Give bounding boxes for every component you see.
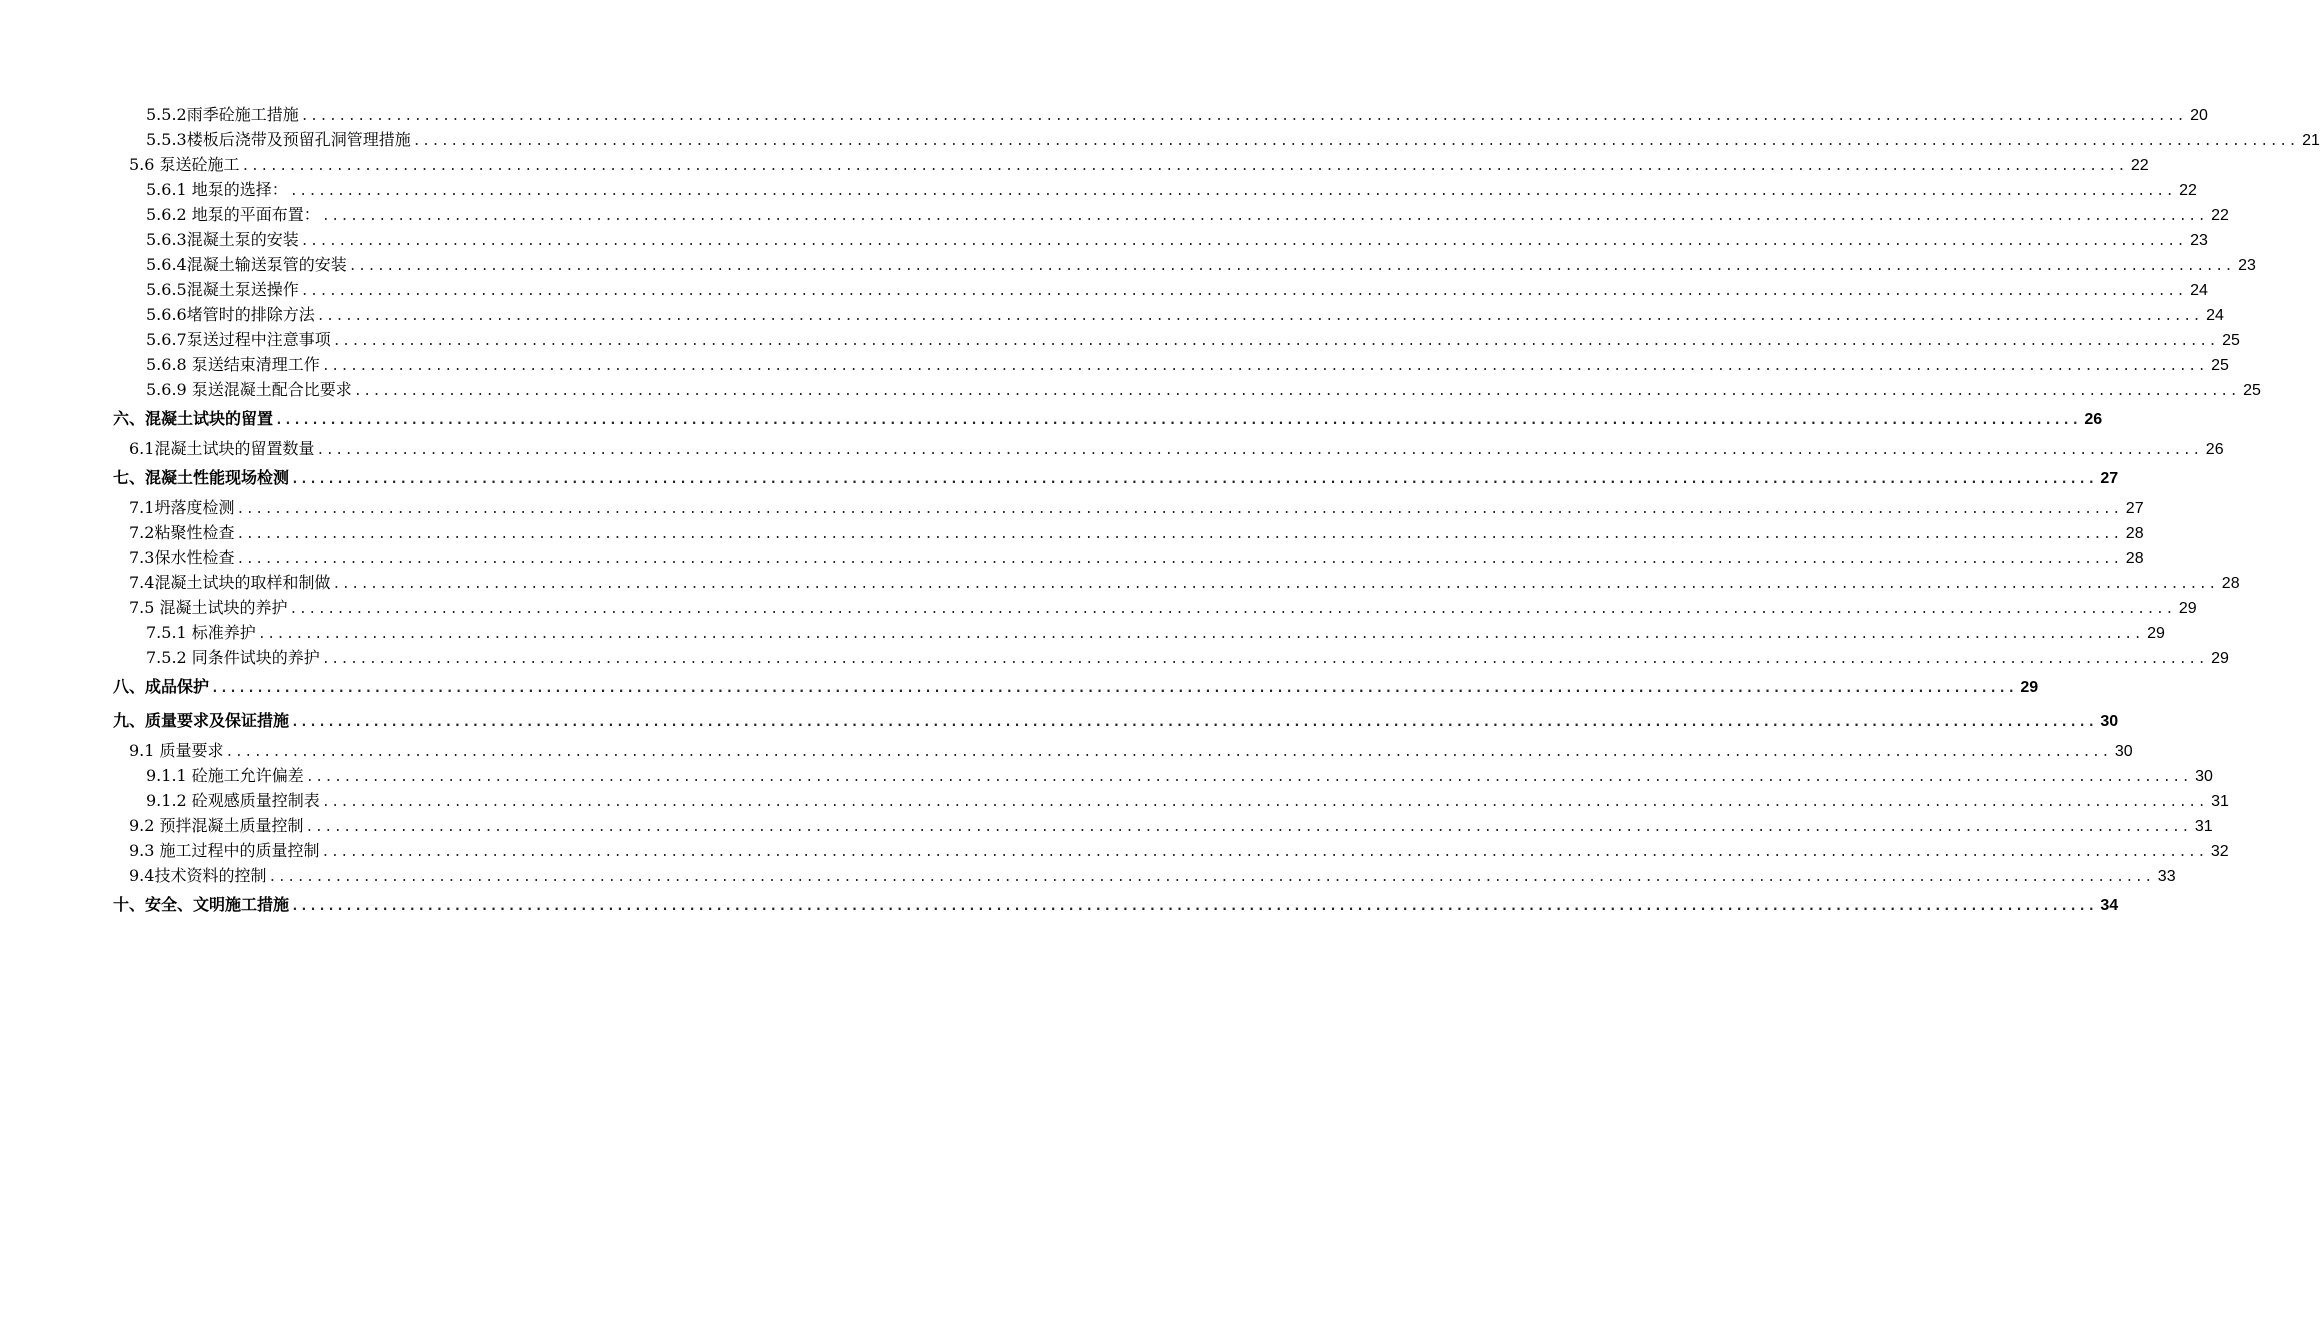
toc-entry[interactable] [0, 102, 2208, 127]
toc-page-number: 22 [2130, 157, 2149, 174]
toc-page-number: 23 [2238, 257, 2256, 274]
toc-entry-title: 9.4技术资料的控制 [129, 866, 267, 885]
toc-entry-title: 5.6.6堵管时的排除方法 [146, 305, 315, 324]
dot-leader: ........................................................................................................................................................................................................ [225, 745, 2111, 760]
dot-leader: ........................................................................................................................................................................................................ [321, 795, 2208, 810]
dot-leader: ........................................................................................................................................................................................................ [291, 472, 2097, 487]
toc-page-number: 21 [2302, 132, 2320, 149]
toc-entry-title: 9.1.1 砼施工允许偏差 [146, 766, 304, 785]
toc-entry[interactable] [0, 863, 2176, 888]
toc-entry[interactable] [0, 620, 2165, 645]
toc-page-number: 28 [2221, 575, 2240, 592]
toc-entry[interactable] [0, 277, 2208, 302]
dot-leader: ........................................................................................................................................................................................................ [412, 134, 2299, 149]
toc-entry[interactable] [0, 595, 2197, 620]
toc-entry-title: 5.6 泵送砼施工 [129, 155, 240, 174]
toc-entry-title: 七、混凝土性能现场检测 [113, 468, 290, 487]
dot-leader: ........................................................................................................................................................................................................ [291, 715, 2097, 730]
toc-entry[interactable] [0, 495, 2144, 520]
dot-leader: ........................................................................................................................................................................................................ [321, 652, 2208, 667]
toc-page-number: 23 [2190, 232, 2208, 249]
toc-entry[interactable] [0, 227, 2208, 252]
dot-leader: ........................................................................................................................................................................................................ [316, 309, 2203, 324]
dot-leader: ........................................................................................................................................................................................................ [332, 334, 2219, 349]
toc-page-number: 29 [2211, 650, 2229, 667]
toc-entry[interactable] [0, 570, 2240, 595]
toc-entry-title: 7.3保水性检查 [129, 548, 235, 567]
toc-page-number: 30 [2195, 768, 2213, 785]
toc-entry[interactable] [0, 302, 2224, 327]
dot-leader: ........................................................................................................................................................................................................ [289, 184, 2176, 199]
toc-page-number: 24 [2206, 307, 2224, 324]
dot-leader: ........................................................................................................................................................................................................ [305, 770, 2192, 785]
toc-entry[interactable] [0, 645, 2229, 670]
dot-leader: ........................................................................................................................................................................................................ [275, 413, 2081, 428]
dot-leader: ........................................................................................................................................................................................................ [268, 870, 2154, 885]
toc-page-number: 27 [2125, 500, 2144, 517]
toc-entry-title: 5.6.9 泵送混凝土配合比要求 [146, 380, 352, 399]
toc-entry-title: 八、成品保护 [113, 677, 210, 696]
toc-entry[interactable] [0, 436, 2224, 461]
toc-entry-title: 5.5.2雨季砼施工措施 [146, 105, 299, 124]
table-of-contents [0, 102, 2320, 922]
dot-leader: ........................................................................................................................................................................................................ [300, 109, 2187, 124]
toc-entry[interactable] [0, 377, 2261, 402]
toc-entry[interactable] [0, 763, 2213, 788]
toc-page-number: 26 [2084, 411, 2103, 428]
toc-entry-title: 6.1混凝土试块的留置数量 [129, 439, 315, 458]
toc-entry-title: 5.6.2 地泵的平面布置： [146, 205, 320, 224]
dot-leader: ........................................................................................................................................................................................................ [305, 820, 2191, 835]
toc-chapter-entry[interactable] [0, 461, 2119, 495]
toc-entry-title: 5.6.1 地泵的选择： [146, 180, 288, 199]
toc-page-number: 33 [2157, 868, 2176, 885]
toc-entry-title: 9.2 预拌混凝土质量控制 [129, 816, 304, 835]
toc-page-number: 24 [2190, 282, 2208, 299]
toc-entry-title: 7.5 混凝土试块的养护 [129, 598, 288, 617]
toc-page-number: 30 [2100, 713, 2119, 730]
dot-leader: ........................................................................................................................................................................................................ [353, 384, 2240, 399]
toc-entry-title: 5.6.7泵送过程中注意事项 [146, 330, 331, 349]
toc-entry-title: 5.6.4混凝土输送泵管的安装 [146, 255, 347, 274]
dot-leader: ........................................................................................................................................................................................................ [348, 259, 2235, 274]
toc-entry[interactable] [0, 127, 2320, 152]
toc-entry-title: 7.2粘聚性检查 [129, 523, 235, 542]
dot-leader: ........................................................................................................................................................................................................ [321, 209, 2208, 224]
dot-leader: ........................................................................................................................................................................................................ [236, 552, 2122, 567]
toc-entry-title: 9.3 施工过程中的质量控制 [129, 841, 320, 860]
dot-leader: ........................................................................................................................................................................................................ [332, 577, 2218, 592]
dot-leader: ........................................................................................................................................................................................................ [316, 443, 2202, 458]
toc-entry[interactable] [0, 202, 2229, 227]
toc-page-number: 25 [2222, 332, 2240, 349]
toc-page-number: 31 [2211, 793, 2229, 810]
toc-entry-title: 9.1.2 砼观感质量控制表 [146, 791, 320, 810]
toc-entry-title: 九、质量要求及保证措施 [113, 711, 290, 730]
toc-page-number: 31 [2194, 818, 2213, 835]
toc-entry-title: 5.5.3楼板后浇带及预留孔洞管理措施 [146, 130, 411, 149]
toc-entry[interactable] [0, 545, 2144, 570]
toc-entry[interactable] [0, 738, 2133, 763]
toc-entry[interactable] [0, 352, 2229, 377]
toc-entry[interactable] [0, 838, 2229, 863]
dot-leader: ........................................................................................................................................................................................................ [321, 359, 2208, 374]
toc-entry-title: 7.5.2 同条件试块的养护 [146, 648, 320, 667]
dot-leader: ........................................................................................................................................................................................................ [236, 502, 2122, 517]
toc-entry[interactable] [0, 813, 2213, 838]
toc-entry[interactable] [0, 177, 2197, 202]
toc-page-number: 29 [2178, 600, 2197, 617]
dot-leader: ........................................................................................................................................................................................................ [300, 234, 2187, 249]
dot-leader: ........................................................................................................................................................................................................ [291, 899, 2097, 914]
toc-entry[interactable] [0, 327, 2240, 352]
toc-entry-title: 5.6.5混凝土泵送操作 [146, 280, 299, 299]
toc-page-number: 25 [2211, 357, 2229, 374]
toc-entry-title: 7.4混凝土试块的取样和制做 [129, 573, 331, 592]
toc-page-number: 26 [2205, 441, 2224, 458]
toc-entry-title: 十、安全、文明施工措施 [113, 895, 290, 914]
toc-chapter-entry[interactable] [0, 704, 2119, 738]
toc-page-number: 27 [2100, 470, 2119, 487]
toc-entry-title: 7.5.1 标准养护 [146, 623, 256, 642]
toc-entry-title: 7.1坍落度检测 [129, 498, 235, 517]
toc-chapter-entry[interactable] [0, 670, 2039, 704]
toc-page-number: 32 [2210, 843, 2229, 860]
dot-leader: ........................................................................................................................................................................................................ [241, 159, 2127, 174]
toc-page-number: 28 [2125, 525, 2144, 542]
dot-leader: ........................................................................................................................................................................................................ [289, 602, 2175, 617]
toc-entry-title: 5.6.8 泵送结束清理工作 [146, 355, 320, 374]
toc-page-number: 22 [2179, 182, 2197, 199]
toc-entry[interactable] [0, 788, 2229, 813]
dot-leader: ........................................................................................................................................................................................................ [321, 845, 2207, 860]
toc-chapter-entry[interactable] [0, 888, 2119, 922]
toc-entry[interactable] [0, 520, 2144, 545]
toc-page-number: 22 [2211, 207, 2229, 224]
dot-leader: ........................................................................................................................................................................................................ [211, 681, 2017, 696]
toc-page-number: 28 [2125, 550, 2144, 567]
toc-page-number: 29 [2147, 625, 2165, 642]
toc-entry-title: 9.1 质量要求 [129, 741, 224, 760]
toc-page-number: 30 [2114, 743, 2133, 760]
dot-leader: ........................................................................................................................................................................................................ [257, 627, 2144, 642]
toc-page-number: 34 [2100, 897, 2119, 914]
dot-leader: ........................................................................................................................................................................................................ [300, 284, 2187, 299]
toc-page-number: 29 [2020, 679, 2039, 696]
toc-entry-title: 5.6.3混凝土泵的安装 [146, 230, 299, 249]
toc-page-number: 20 [2190, 107, 2208, 124]
toc-chapter-entry[interactable] [0, 402, 2103, 436]
dot-leader: ........................................................................................................................................................................................................ [236, 527, 2122, 542]
toc-entry[interactable] [0, 252, 2256, 277]
toc-page-number: 25 [2243, 382, 2261, 399]
toc-entry[interactable] [0, 152, 2149, 177]
toc-entry-title: 六、混凝土试块的留置 [113, 409, 274, 428]
